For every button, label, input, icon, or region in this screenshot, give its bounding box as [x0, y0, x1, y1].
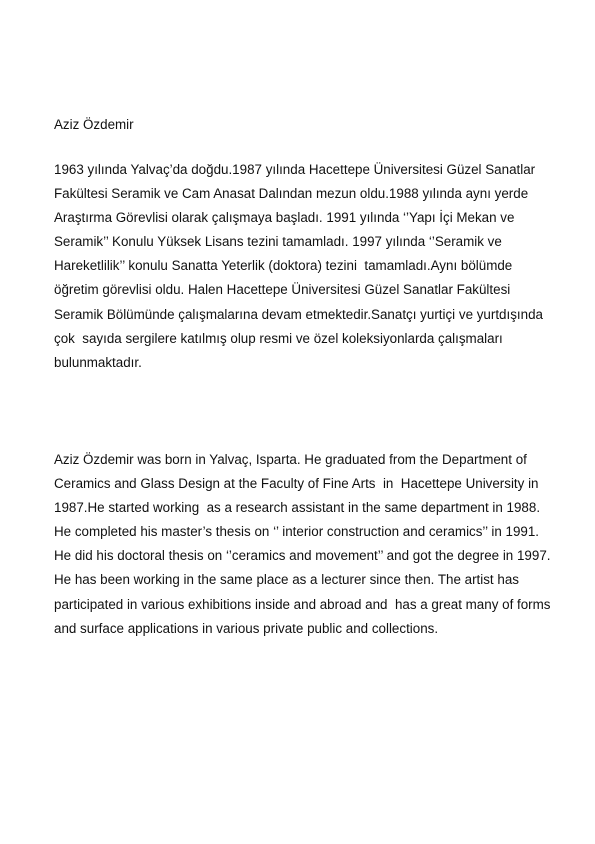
- author-name-heading: [54, 113, 574, 137]
- bio-en-line: He has been working in the same place as a lecturer since then. The artist has: [54, 572, 519, 588]
- author-name: Aziz Özdemir: [54, 117, 134, 132]
- bio-tr-line: Hareketlilik’’ konulu Sanatta Yeterlik (doktora) tezini tamamladı.Aynı bölümde: [54, 258, 513, 274]
- bio-tr-line: Araştırma Görevlisi olarak çalışmaya başladı. 1991 yılında ‘’Yapı İçi Mekan ve: [54, 210, 515, 226]
- bio-tr-line: Seramik’’ Konulu Yüksek Lisans tezini tamamladı. 1997 yılında ‘’Seramik ve: [54, 234, 502, 250]
- bio-tr-line: Seramik Bölümünde çalışmalarına devam etmektedir.Sanatçı yurtiçi ve yurtdışında: [54, 306, 543, 322]
- bio-en-line: He completed his master’s thesis on ‘’ interior construction and ceramics’’ in 1991.: [54, 524, 540, 540]
- biography-turkish: [54, 158, 574, 375]
- bio-en-line: participated in various exhibitions inside and abroad and has a great many of forms: [54, 596, 551, 612]
- bio-tr-line: 1963 yılında Yalvaç’da doğdu.1987 yılında Hacettepe Üniversitesi Güzel Sanatlar: [54, 162, 536, 177]
- bio-tr-line: bulunmaktadır.: [54, 354, 142, 370]
- bio-en-line: 1987.He started working as a research assistant in the same department in 1988.: [54, 500, 541, 516]
- bio-en-line: Ceramics and Glass Design at the Faculty of Fine Arts in Hacettepe University in: [54, 476, 539, 492]
- bio-en-line: He did his doctoral thesis on ‘’ceramics and movement’’ and got the degree in 1997.: [54, 548, 551, 564]
- bio-tr-line: çok sayıda sergilere katılmış olup resmi ve özel koleksiyonlarda çalışmaları: [54, 330, 503, 346]
- bio-tr-line: Fakültesi Seramik ve Cam Anasat Dalından mezun oldu.1988 yılında aynı yerde: [54, 186, 529, 202]
- bio-tr-line: öğretim görevlisi oldu. Halen Hacettepe Üniversitesi Güzel Sanatlar Fakültesi: [54, 282, 511, 298]
- bio-en-line: and surface applications in various private public and collections.: [54, 620, 439, 636]
- bio-en-line: Aziz Özdemir was born in Yalvaç, Isparta. He graduated from the Department of: [54, 452, 527, 467]
- biography-english: [54, 448, 574, 641]
